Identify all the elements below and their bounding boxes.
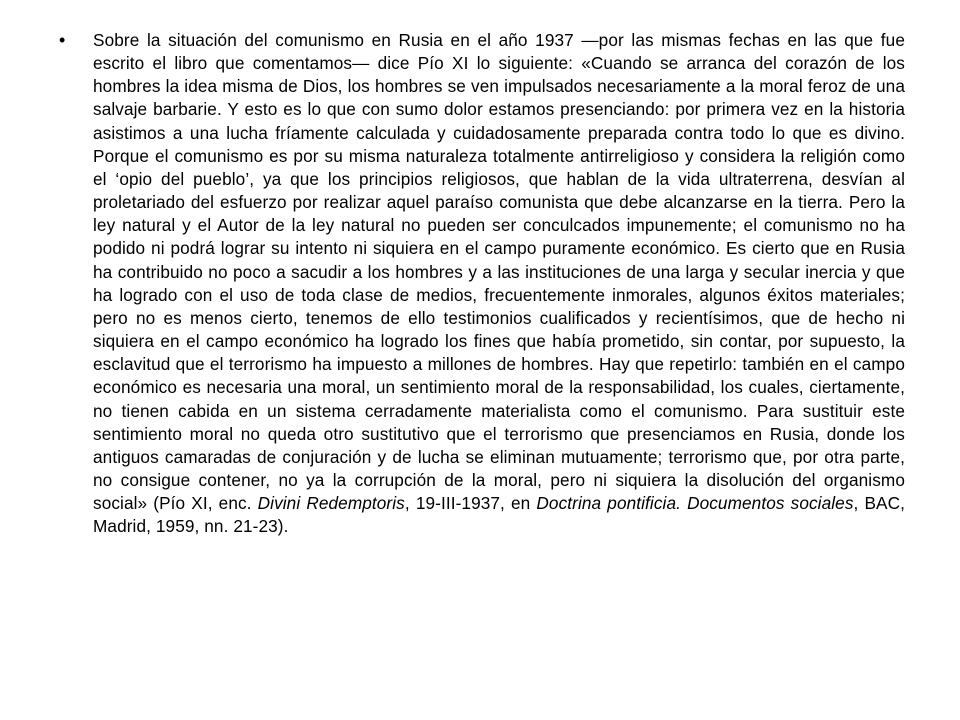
bullet-icon: • [59,30,66,50]
book-title: Doctrina pontificia. Documentos sociales [536,493,854,514]
bullet-paragraph [59,29,905,538]
paragraph-text-main: Sobre la situación del comunismo en Rusia en el año 1937 —por las mismas fechas en las que fue escrito el libro que comentamos— dice Pío XI lo siguiente: «Cuando se arranca del corazón de los hombres la idea misma de Dios, los hombres se ven impulsados necesariamente a la moral feroz de una salvaje barbarie. Y esto es lo que con sumo dolor estamos presenciando: por primera vez en la historia asistimos a una lucha fríamente calculada y cuidadosamente preparada contra todo lo que es divino. Porque el comunismo es por su misma naturaleza totalmente antirreligioso y considera la religión como el ‘opio del pueblo’, ya que los principios religiosos, que hablan de la vida ultraterrena, desvían al proletariado del esfuerzo por realizar aquel paraíso comunista que debe alcanzarse en la tierra. Pero la ley natural y el Autor de la ley natural no pueden ser conculcados impunemente; el comunismo no ha podido ni podrá lograr su intento ni siquiera en el campo puramente económico. Es cierto que en Rusia ha contribuido no poco a sacudir a los hombres y a las instituciones de una larga y secular inercia y que ha logrado con el uso de toda clase de medios, frecuentemente inmorales, algunos éxitos materiales; pero no es menos cierto, tenemos de ello testimonios cualificados y recientísimos, que de hecho ni siquiera en el campo económico ha logrado los fines que había prometido, sin contar, por supuesto, la esclavitud que el terrorismo ha impuesto a millones de hombres. Hay que repetirlo: también en el campo económico es necesaria una moral, un sentimiento moral de la responsabilidad, los cuales, ciertamente, no tienen cabida en un sistema cerradamente materialista como el comunismo. Para sustituir este sentimiento moral no queda otro sustitutivo que el terrorismo que presenciamos en Rusia, donde los antiguos camaradas de conjuración y de lucha se eliminan mutuamente; terrorismo que, por otra parte, no consigue contener, no ya la corrupción de la moral, pero ni siquiera la disolución del organismo social» (Pío XI, enc. [93,30,905,514]
paragraph-text-date: , 19-III-1937, en [404,493,537,514]
encyclical-title: Divini Redemptoris [257,493,405,514]
paragraph-text-citation: , BAC, Madrid, 1959, nn. 21-23). [93,493,905,537]
